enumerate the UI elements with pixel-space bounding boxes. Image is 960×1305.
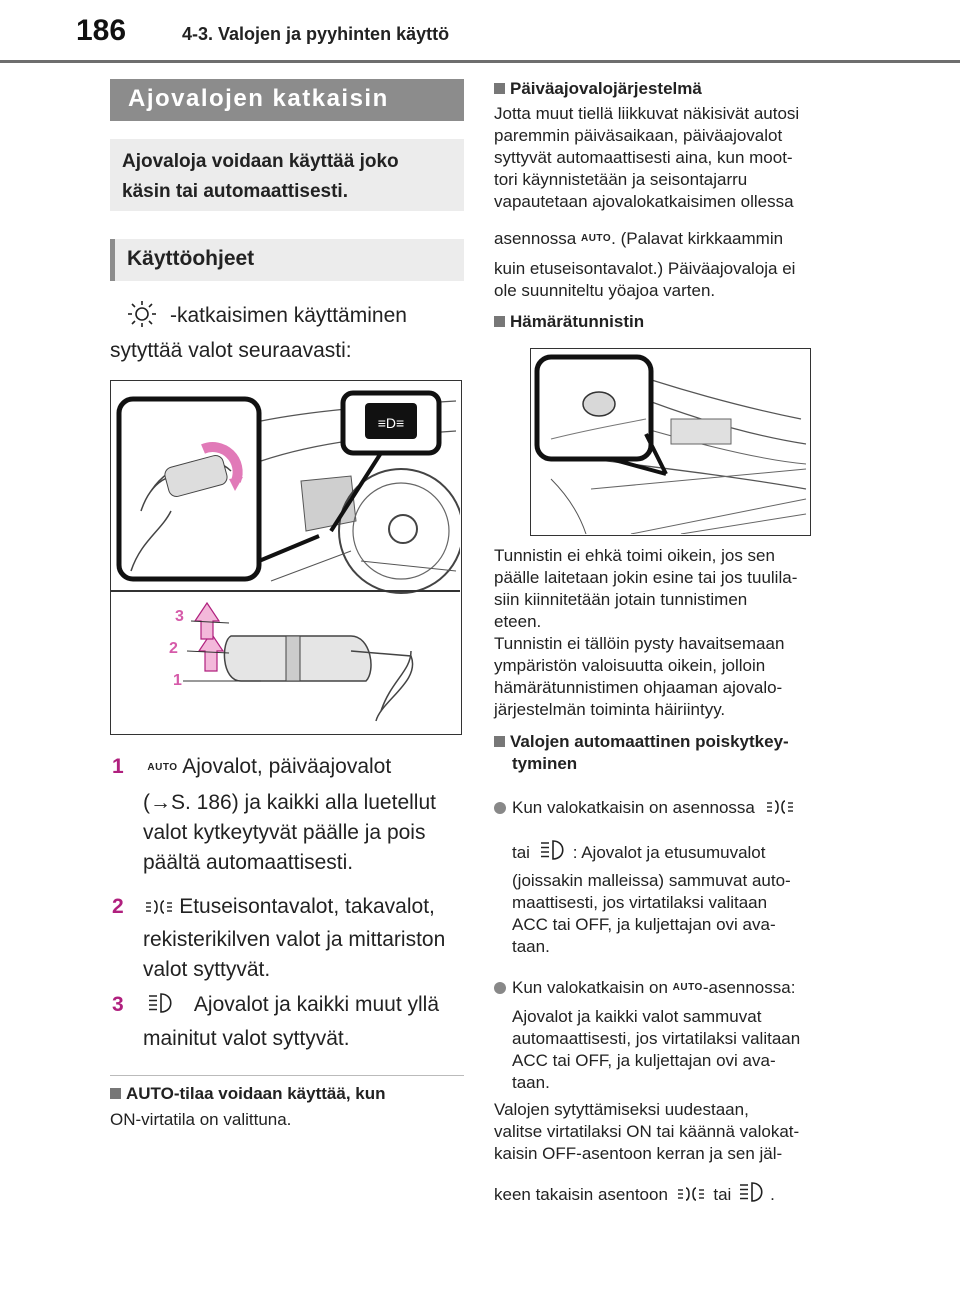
parking-light-icon — [145, 897, 173, 917]
sensor-paragraph — [494, 545, 854, 721]
b1-line2-pre: tai — [512, 843, 530, 862]
figure-label-1: 1 — [173, 672, 182, 689]
drl-line-7: kuin etuseisontavalot.) Päiväajovaloja ei — [494, 259, 796, 278]
svg-text:≡D≡: ≡D≡ — [377, 415, 405, 431]
parking-light-icon — [677, 1184, 705, 1204]
drl-line: paremmin päiväsaikaan, päiväajovalot — [494, 126, 783, 145]
final-last-pre: keen takaisin asentoon — [494, 1185, 668, 1204]
auto-symbol: AUTO — [580, 233, 612, 244]
b2-pre: Kun valokatkaisin on — [512, 978, 668, 997]
b1-line: maattisesti, jos virtatilaksi valitaan — [512, 893, 768, 912]
item-3-number: 3 — [112, 993, 124, 1016]
b1-line: ACC tai OFF, ja kuljettajan ovi ava- — [512, 915, 776, 934]
auto-off-heading-1: Valojen automaattinen poiskytkey- — [510, 732, 789, 751]
light-sensor-figure — [530, 348, 811, 536]
final-last-post: . — [770, 1185, 775, 1204]
intro-line-2: käsin tai automaattisesti. — [122, 181, 348, 202]
bullet-2-paragraph — [512, 1006, 862, 1094]
item-2-line-1 — [112, 892, 435, 922]
headlight-icon — [147, 991, 177, 1015]
note-heading — [110, 1083, 385, 1105]
figure-label-2: 2 — [169, 640, 178, 657]
sensor-line: Tunnistin ei ehkä toimi oikein, jos sen — [494, 546, 775, 565]
final-line: valitse virtatilaksi ON tai käännä valokat- — [494, 1122, 800, 1141]
item-3-text-1: Ajovalot ja kaikki muut yllä — [193, 993, 440, 1016]
item-2-line-3: valot syttyvät. — [143, 958, 271, 981]
drl-line6-pre: asennossa — [494, 229, 577, 248]
drl-line-8: ole suunniteltu yöajoa varten. — [494, 281, 716, 300]
sensor-line: Tunnistin ei tällöin pysty havaitsemaan — [494, 634, 785, 653]
square-bullet-icon — [494, 316, 505, 327]
bullet-1-line-1 — [494, 797, 794, 819]
final-line: Valojen sytyttämiseksi uudestaan, — [494, 1100, 749, 1119]
drl-heading — [494, 78, 702, 100]
item-1-text-1: Ajovalot, päiväajovalot — [182, 755, 392, 778]
final-last-line — [494, 1180, 775, 1206]
auto-off-heading-2: tyminen — [512, 754, 578, 773]
item-1-line-1 — [112, 752, 391, 783]
item-3-line-2: mainitut valot syttyvät. — [143, 1027, 350, 1050]
item-1-line-3: valot kytkeytyvät päälle ja pois — [143, 821, 426, 844]
final-line: kaisin OFF-asentoon kerran ja sen jäl- — [494, 1144, 783, 1163]
intro-box — [110, 139, 464, 211]
drl-heading-text: Päiväajovalojärjestelmä — [510, 79, 702, 98]
sensor-heading-text: Hämärätunnistin — [510, 312, 645, 331]
sensor-line: ympäristön valoisuutta oikein, jolloin — [494, 656, 766, 675]
item-3-line-1 — [112, 990, 439, 1020]
drl-line: syttyvät automaattisesti aina, kun moot- — [494, 148, 793, 167]
headlight-icon — [738, 1180, 768, 1204]
sensor-line: järjestelmän toiminta häiriintyy. — [494, 700, 726, 719]
item-1-number: 1 — [112, 755, 124, 778]
lead-line-2: sytyttää valot seuraavasti: — [110, 339, 352, 362]
drl-paragraph — [494, 103, 854, 213]
headlight-switch-figure — [110, 380, 462, 735]
note-text: ON-virtatila on valittuna. — [110, 1110, 292, 1129]
b2-line: automaattisesti, jos virtatilaksi valitaan — [512, 1029, 801, 1048]
square-bullet-icon — [494, 736, 505, 747]
drl-line6-post: . (Palavat kirkkaammin — [611, 229, 784, 248]
item-2-line-2: rekisterikilven valot ja mittariston — [143, 928, 446, 951]
b1-line: (joissakin malleissa) sammuvat auto- — [512, 871, 791, 890]
light-bulb-icon — [122, 300, 162, 328]
final-paragraph — [494, 1099, 854, 1165]
lead-line-1 — [122, 300, 407, 331]
parking-light-icon — [766, 797, 794, 817]
b2-line: Ajovalot ja kaikki valot sammuvat — [512, 1007, 762, 1026]
auto-symbol: AUTO — [672, 982, 703, 993]
square-bullet-icon — [494, 83, 505, 94]
drl-line: vapautetaan ajovalokatkaisimen ollessa — [494, 192, 794, 211]
b2-post: -asennossa: — [702, 978, 796, 997]
figure-illustration — [111, 381, 460, 733]
sensor-heading — [494, 311, 644, 333]
b1-line2-post: : Ajovalot ja etusumuvalot — [572, 843, 766, 862]
sensor-line: hämärätunnistimen ohjaaman ajovalo- — [494, 678, 783, 697]
drl-line: Jotta muut tiellä liikkuvat näkisivät autosi — [494, 104, 800, 123]
item-2-text-1: Etuseisontavalot, takavalot, — [179, 895, 435, 918]
item-2-number: 2 — [112, 895, 124, 918]
headlight-icon — [539, 838, 569, 862]
final-last-mid: tai — [713, 1185, 732, 1204]
bullet-1-paragraph — [512, 870, 862, 958]
item-1-line-4: päältä automaattisesti. — [143, 851, 354, 874]
subheading-usage: Käyttöohjeet — [110, 239, 464, 281]
bullet-1-line-2 — [512, 838, 765, 864]
b1-pre: Kun valokatkaisin on asennossa — [512, 798, 755, 817]
circle-bullet-icon — [494, 982, 506, 994]
main-title: Ajovalojen katkaisin — [110, 79, 464, 121]
bullet-2-line-1 — [494, 977, 795, 999]
note-heading-text: AUTO-tilaa voidaan käyttää, kun — [126, 1084, 386, 1103]
sensor-illustration — [531, 349, 809, 534]
sensor-line: päälle laitetaan jokin esine tai jos tuulila- — [494, 568, 798, 587]
lead-text-1: -katkaisimen käyttäminen — [170, 304, 407, 327]
drl-line: tori käynnistetään ja seisontajarru — [494, 170, 748, 189]
item-1-line-2: (→S. 186) ja kaikki alla luetellut — [143, 791, 436, 814]
drl-line-6 — [494, 228, 783, 250]
b2-line: ACC tai OFF, ja kuljettajan ovi ava- — [512, 1051, 776, 1070]
figure-label-3: 3 — [175, 608, 184, 625]
b2-line: taan. — [512, 1073, 550, 1092]
header-rule — [0, 60, 960, 63]
square-bullet-icon — [110, 1088, 121, 1099]
auto-symbol: AUTO — [147, 762, 178, 773]
intro-line-1: Ajovaloja voidaan käyttää joko — [122, 151, 399, 172]
separator — [110, 1075, 464, 1076]
auto-off-heading — [494, 731, 789, 753]
sensor-line: eteen. — [494, 612, 542, 631]
section-title: 4-3. Valojen ja pyyhinten käyttö — [182, 24, 450, 44]
b1-line: taan. — [512, 937, 550, 956]
circle-bullet-icon — [494, 802, 506, 814]
sensor-line: siin kiinnitetään jotain tunnistimen — [494, 590, 748, 609]
page-number: 186 — [76, 14, 127, 47]
